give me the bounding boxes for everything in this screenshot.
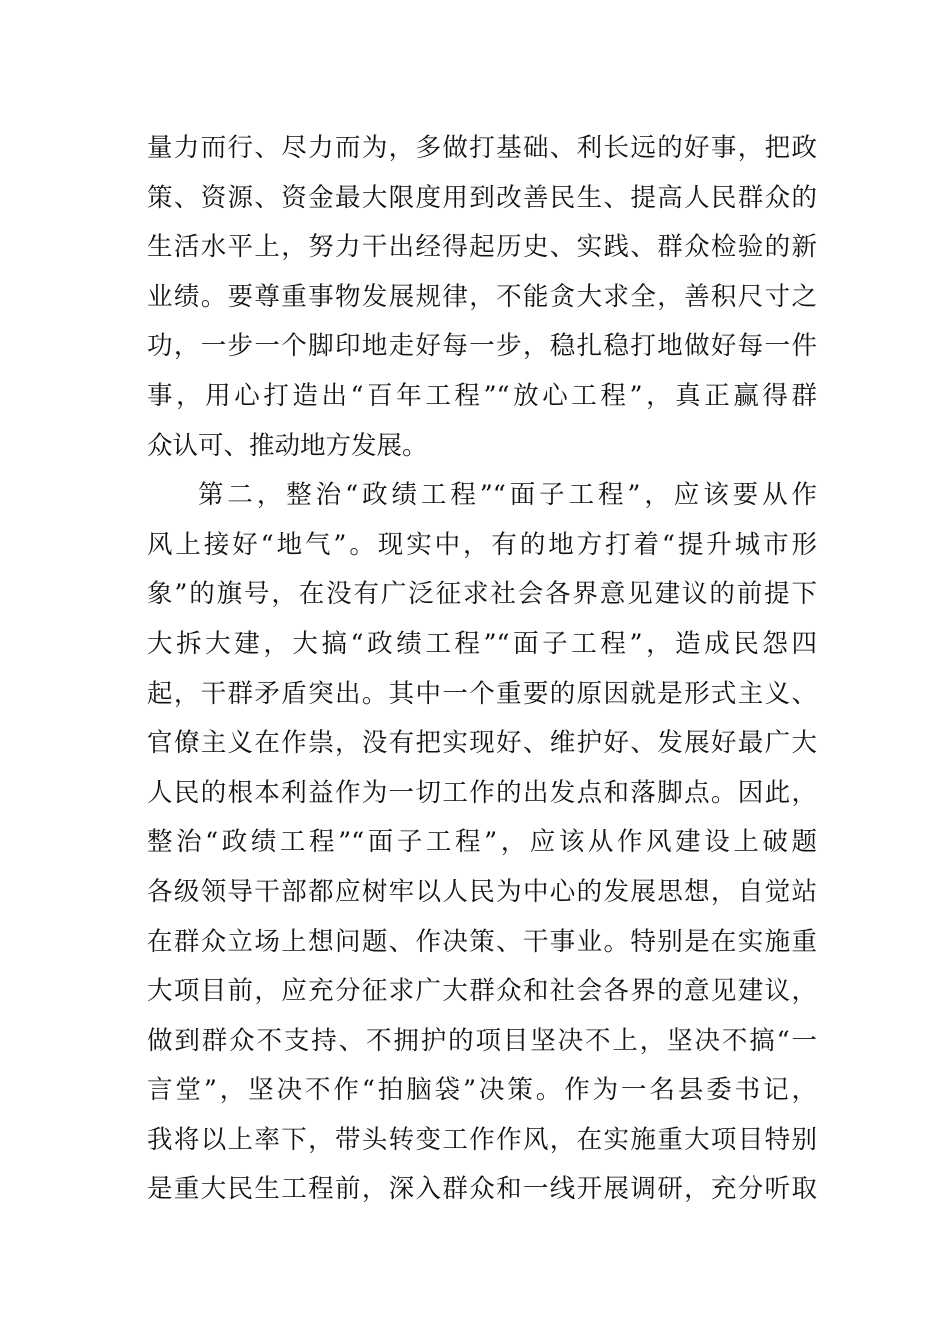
text-line: 众认可、推动地方发展。: [147, 430, 428, 461]
text-line: 官僚主义在作祟，没有把实现好、维护好、发展好最广大: [147, 728, 817, 759]
text-line: 事，用心打造出“百年工程”“放心工程”，真正赢得群: [147, 380, 817, 411]
text-line: 是重大民生工程前，深入群众和一线开展调研，充分听取: [147, 1174, 817, 1205]
text-line: 策、资源、资金最大限度用到改善民生、提高人民群众的: [147, 182, 817, 213]
text-line: 象”的旗号，在没有广泛征求社会各界意见建议的前提下: [147, 579, 817, 610]
text-line: 言堂”，坚决不作“拍脑袋”决策。作为一名县委书记，: [147, 1075, 817, 1106]
text-line: 做到群众不支持、不拥护的项目坚决不上，坚决不搞“一: [147, 1025, 817, 1056]
text-line: 量力而行、尽力而为，多做打基础、利长远的好事，把政: [147, 133, 817, 163]
body-text: [147, 124, 817, 1215]
text-line: 业绩。要尊重事物发展规律，不能贪大求全，善积尺寸之: [147, 281, 817, 312]
text-line: 人民的根本利益作为一切工作的出发点和落脚点。因此，: [147, 777, 817, 808]
text-line: 起，干群矛盾突出。其中一个重要的原因就是形式主义、: [147, 678, 817, 709]
text-line: 各级领导干部都应树牢以人民为中心的发展思想，自觉站: [147, 876, 817, 907]
text-line: 我将以上率下，带头转变工作作风，在实施重大项目特别: [147, 1124, 817, 1155]
text-line: 生活水平上，努力干出经得起历史、实践、群众检验的新: [147, 232, 817, 263]
text-line: 在群众立场上想问题、作决策、干事业。特别是在实施重: [147, 926, 817, 957]
paragraph-first-line: 第二，整治“政绩工程”“面子工程”，应该要从作: [198, 480, 817, 511]
text-line: 功，一步一个脚印地走好每一步，稳扎稳打地做好每一件: [147, 331, 817, 362]
text-line: 风上接好“地气”。现实中，有的地方打着“提升城市形: [147, 529, 817, 560]
text-line: 整治“政绩工程”“面子工程”，应该从作风建设上破题: [147, 827, 817, 858]
text-line: 大项目前，应充分征求广大群众和社会各界的意见建议，: [147, 976, 817, 1007]
text-line: 大拆大建，大搞“政绩工程”“面子工程”，造成民怨四: [147, 628, 817, 659]
